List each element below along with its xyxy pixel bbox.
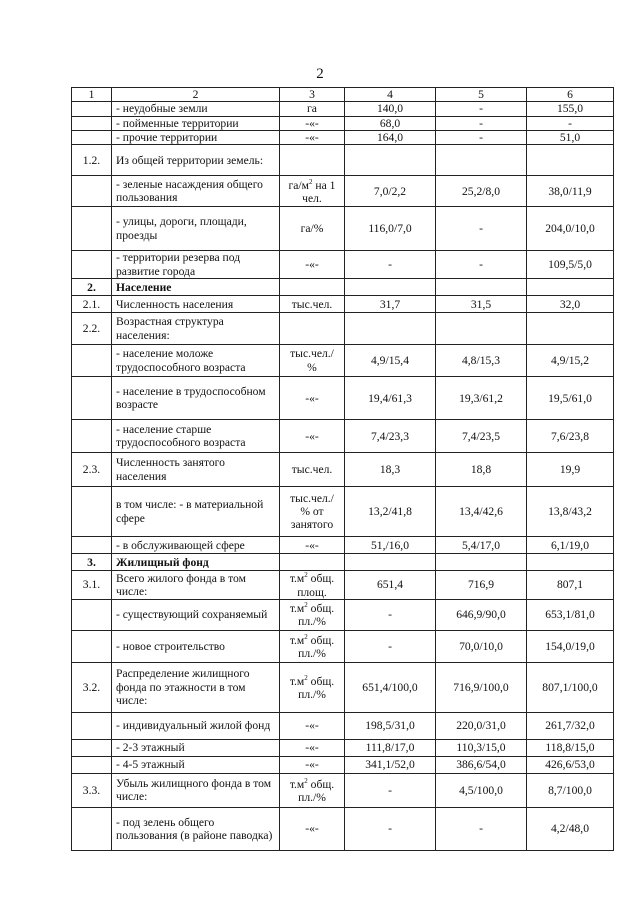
unit-cell: -«- [280,712,345,739]
table-row [72,662,614,712]
unit-cell: -«- [280,130,345,144]
unit-cell [280,279,345,296]
indicator-name-cell: Возрастная структура населения: [112,313,280,345]
row-number-cell [72,712,112,739]
indicator-name-cell: - зеленые насаждения общего пользования [112,176,280,207]
row-number-cell [72,102,112,116]
value-cell-col5: 110,3/15,0 [436,739,527,756]
value-cell-col5: 220,0/31,0 [436,712,527,739]
indicator-name-cell: Население [112,279,280,296]
value-cell-col4: 164,0 [345,130,436,144]
value-cell-col4: - [345,251,436,279]
value-cell-col4: 341,1/52,0 [345,756,436,773]
row-number-cell [72,756,112,773]
value-cell-col4: 31,7 [345,296,436,313]
table-header-row [72,88,614,102]
indicator-name-cell: - 2-3 этажный [112,739,280,756]
value-cell-col4 [345,313,436,345]
value-cell-col4: - [345,807,436,850]
indicator-name-cell: - в обслуживающей сфере [112,537,280,554]
value-cell-col5: 19,3/61,2 [436,377,527,420]
indicator-name-cell: - неудобные земли [112,102,280,116]
value-cell-col5 [436,313,527,345]
value-cell-col6: 155,0 [527,102,614,116]
unit-cell: $га/м^2$ на 1 чел. [280,176,345,207]
row-number-cell [72,345,112,377]
unit-cell: га [280,102,345,116]
indicator-name-cell: Жилищный фонд [112,554,280,571]
indicator-name-cell: в том числе: - в материальной сфере [112,487,280,537]
indicator-name-cell: - территории резерва под развитие города [112,251,280,279]
row-number-cell: 2. [72,279,112,296]
row-number-cell [72,130,112,144]
row-number-cell: 3.1. [72,571,112,600]
unit-cell: тыс.чел./ % [280,345,345,377]
unit-cell: -«- [280,377,345,420]
row-number-cell: 3.3. [72,773,112,807]
value-cell-col5: - [436,251,527,279]
table-row [72,176,614,207]
value-cell-col4: 651,4/100,0 [345,662,436,712]
unit-cell: -«- [280,420,345,453]
indicator-name-cell: Из общей территории земель: [112,145,280,176]
value-cell-col4: 4,9/15,4 [345,345,436,377]
value-cell-col4: - [345,630,436,662]
value-cell-col4: 7,0/2,2 [345,176,436,207]
indicators-table-body [72,88,614,851]
value-cell-col5: 70,0/10,0 [436,630,527,662]
row-number-cell [72,630,112,662]
value-cell-col6 [527,554,614,571]
value-cell-col6: 4,9/15,2 [527,345,614,377]
indicator-name-cell: - население в трудоспособном возрасте [112,377,280,420]
indicator-name-cell: Численность населения [112,296,280,313]
row-number-cell [72,807,112,850]
table-row [72,296,614,313]
unit-cell: -«- [280,251,345,279]
value-cell-col5: - [436,102,527,116]
unit-cell: тыс.чел. [280,453,345,487]
value-cell-col4: 7,4/23,3 [345,420,436,453]
table-row [72,345,614,377]
table-row [72,453,614,487]
indicator-name-cell: - 4-5 этажный [112,756,280,773]
value-cell-col6: 118,8/15,0 [527,739,614,756]
value-cell-col5 [436,554,527,571]
value-cell-col4: 18,3 [345,453,436,487]
table-row [72,537,614,554]
value-cell-col5: - [436,116,527,130]
table-row [72,571,614,600]
unit-cell: -«- [280,756,345,773]
unit-cell [280,145,345,176]
row-number-cell: 2.1. [72,296,112,313]
table-row [72,756,614,773]
value-cell-col4: 198,5/31,0 [345,712,436,739]
value-cell-col6: 38,0/11,9 [527,176,614,207]
row-number-cell [72,207,112,251]
header-cell-4: 4 [345,88,436,102]
value-cell-col4: 19,4/61,3 [345,377,436,420]
unit-cell [280,313,345,345]
table-row [72,102,614,116]
page-number: 2 [316,66,324,82]
indicator-name-cell: - пойменные территории [112,116,280,130]
unit-cell: $т.м^2$ общ. пл./% [280,630,345,662]
value-cell-col6 [527,145,614,176]
table-row [72,130,614,144]
unit-cell: -«- [280,739,345,756]
row-number-cell [72,739,112,756]
value-cell-col5: - [436,807,527,850]
indicator-name-cell: - население моложе трудоспособного возраста [112,345,280,377]
value-cell-col4: - [345,773,436,807]
value-cell-col5: 4,5/100,0 [436,773,527,807]
unit-cell: тыс.чел. [280,296,345,313]
value-cell-col4: 140,0 [345,102,436,116]
value-cell-col5: 4,8/15,3 [436,345,527,377]
indicator-name-cell: - новое строительство [112,630,280,662]
unit-cell: тыс.чел./ % от занятого [280,487,345,537]
value-cell-col5 [436,279,527,296]
header-cell-3: 3 [280,88,345,102]
table-row [72,207,614,251]
value-cell-col5: 716,9/100,0 [436,662,527,712]
value-cell-col6: 807,1/100,0 [527,662,614,712]
value-cell-col4 [345,145,436,176]
value-cell-col6: 4,2/48,0 [527,807,614,850]
row-number-cell: 1.2. [72,145,112,176]
indicator-name-cell: - население старше трудоспособного возраста [112,420,280,453]
header-cell-5: 5 [436,88,527,102]
value-cell-col4: - [345,599,436,630]
indicator-name-cell: - прочие территории [112,130,280,144]
row-number-cell [72,116,112,130]
table-row [72,712,614,739]
row-number-cell: 3. [72,554,112,571]
value-cell-col5 [436,145,527,176]
table-row [72,420,614,453]
value-cell-col4: 651,4 [345,571,436,600]
unit-cell: -«- [280,116,345,130]
value-cell-col5: 5,4/17,0 [436,537,527,554]
indicators-table [71,87,614,851]
table-row [72,630,614,662]
value-cell-col5: 31,5 [436,296,527,313]
value-cell-col6: 7,6/23,8 [527,420,614,453]
row-number-cell [72,487,112,537]
value-cell-col6: 109,5/5,0 [527,251,614,279]
header-cell-2: 2 [112,88,280,102]
row-number-cell: 3.2. [72,662,112,712]
row-number-cell: 2.3. [72,453,112,487]
indicator-name-cell: - под зелень общего пользования (в районе паводка) [112,807,280,850]
table-row [72,599,614,630]
header-cell-6: 6 [527,88,614,102]
row-number-cell: 2.2. [72,313,112,345]
value-cell-col6: 13,8/43,2 [527,487,614,537]
header-cell-1: 1 [72,88,112,102]
value-cell-col5: 716,9 [436,571,527,600]
table-row [72,279,614,296]
value-cell-col6: 154,0/19,0 [527,630,614,662]
unit-cell: га/% [280,207,345,251]
value-cell-col4: 116,0/7,0 [345,207,436,251]
table-row [72,554,614,571]
value-cell-col5: - [436,130,527,144]
indicator-name-cell: - улицы, дороги, площади, проезды [112,207,280,251]
value-cell-col6: 261,7/32,0 [527,712,614,739]
value-cell-col6: 807,1 [527,571,614,600]
table-row [72,116,614,130]
row-number-cell [72,377,112,420]
indicator-name-cell: Убыль жилищного фонда в том числе: [112,773,280,807]
value-cell-col6: 19,5/61,0 [527,377,614,420]
value-cell-col5: 386,6/54,0 [436,756,527,773]
value-cell-col6: 19,9 [527,453,614,487]
row-number-cell [72,176,112,207]
table-row [72,487,614,537]
row-number-cell [72,537,112,554]
value-cell-col5: 646,9/90,0 [436,599,527,630]
unit-cell: $т.м^2$ общ. пл./% [280,662,345,712]
indicator-name-cell: - индивидуальный жилой фонд [112,712,280,739]
value-cell-col4 [345,554,436,571]
indicator-name-cell: - существующий сохраняемый [112,599,280,630]
table-row [72,739,614,756]
value-cell-col6: 653,1/81,0 [527,599,614,630]
table-row [72,251,614,279]
indicator-name-cell: Распределение жилищного фонда по этажности в том числе: [112,662,280,712]
value-cell-col5: 25,2/8,0 [436,176,527,207]
row-number-cell [72,420,112,453]
indicator-name-cell: Всего жилого фонда в том числе: [112,571,280,600]
value-cell-col6 [527,279,614,296]
value-cell-col6: 32,0 [527,296,614,313]
value-cell-col4 [345,279,436,296]
value-cell-col4: 51,/16,0 [345,537,436,554]
row-number-cell [72,251,112,279]
value-cell-col5: 18,8 [436,453,527,487]
table-row [72,807,614,850]
indicator-name-cell: Численность занятого населения [112,453,280,487]
value-cell-col5: 13,4/42,6 [436,487,527,537]
value-cell-col4: 111,8/17,0 [345,739,436,756]
value-cell-col6: - [527,116,614,130]
value-cell-col6: 8,7/100,0 [527,773,614,807]
value-cell-col6: 6,1/19,0 [527,537,614,554]
unit-cell: $т.м^2$ общ. пл./% [280,773,345,807]
unit-cell: $т.м^2$ общ. пл./% [280,599,345,630]
table-row [72,377,614,420]
unit-cell: -«- [280,807,345,850]
value-cell-col5: 7,4/23,5 [436,420,527,453]
unit-cell: -«- [280,537,345,554]
value-cell-col6: 426,6/53,0 [527,756,614,773]
value-cell-col6: 204,0/10,0 [527,207,614,251]
unit-cell [280,554,345,571]
unit-cell: $т.м^2$ общ. площ. [280,571,345,600]
table-row [72,313,614,345]
row-number-cell [72,599,112,630]
value-cell-col6 [527,313,614,345]
table-row [72,145,614,176]
value-cell-col5: - [436,207,527,251]
value-cell-col4: 13,2/41,8 [345,487,436,537]
value-cell-col4: 68,0 [345,116,436,130]
value-cell-col6: 51,0 [527,130,614,144]
table-row [72,773,614,807]
